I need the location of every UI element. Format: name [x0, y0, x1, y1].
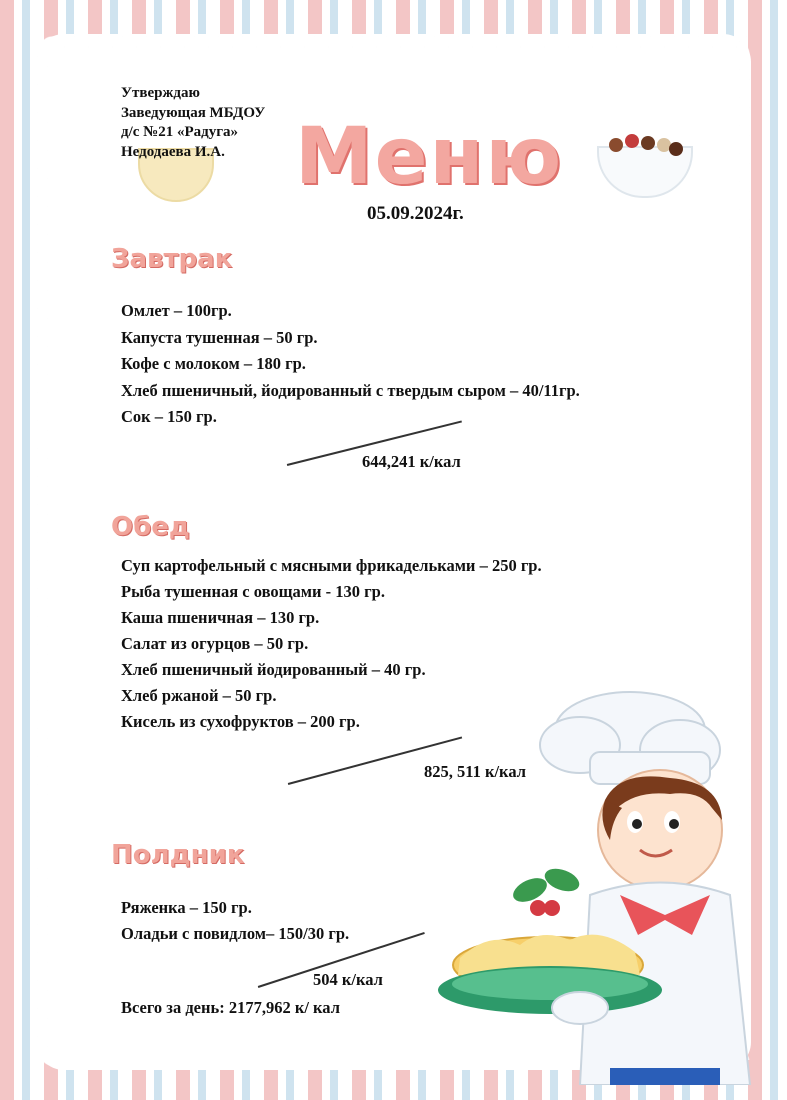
list-item: Капуста тушенная – 50 гр.: [121, 327, 318, 347]
snack-list: [121, 895, 349, 947]
menu-date: 05.09.2024г.: [367, 203, 464, 224]
lunch-heading: Обед: [111, 512, 190, 542]
snack-kcal: 504 к/кал: [313, 970, 383, 989]
list-item: Каша пшеничная – 130 гр.: [121, 608, 320, 627]
berry-icon: [625, 134, 639, 148]
lunch-kcal: 825, 511 к/кал: [424, 762, 526, 781]
list-item: Суп картофельный с мясными фрикадельками – 250 гр.: [121, 556, 542, 575]
berry-icon: [669, 142, 683, 156]
list-item: Хлеб пшеничный, йодированный с твердым сыром – 40/11гр.: [121, 380, 580, 400]
list-item: Рыба тушенная с овощами - 130 гр.: [121, 582, 385, 601]
list-item: Омлет – 100гр.: [121, 301, 232, 320]
list-item: Сок – 150 гр.: [121, 407, 217, 426]
list-item: Хлеб пшеничный йодированный – 40 гр.: [121, 660, 426, 679]
daily-total: Всего за день: 2177,962 к/ кал: [121, 998, 340, 1017]
list-item: Кофе с молоком – 180 гр.: [121, 354, 306, 373]
chef-illustration: [430, 690, 760, 1085]
approval-line: Утверждаю: [121, 85, 200, 101]
approval-block: [121, 84, 265, 162]
breakfast-kcal: 644,241 к/кал: [362, 452, 461, 471]
list-item: Оладьи с повидлом– 150/30 гр.: [121, 924, 350, 943]
approval-line: Недодаева И.А.: [121, 143, 225, 160]
berry-icon: [641, 136, 655, 150]
list-item: Салат из огурцов – 50 гр.: [121, 634, 309, 653]
berry-icon: [609, 138, 623, 152]
approval-line: Заведующая МБДОУ: [121, 104, 266, 121]
list-item: Хлеб ржаной – 50 гр.: [121, 686, 277, 705]
snack-heading: Полдник: [111, 840, 245, 870]
breakfast-heading: Завтрак: [111, 244, 233, 274]
page-title: Меню: [295, 112, 564, 202]
list-item: Ряженка – 150 гр.: [121, 898, 252, 917]
list-item: Кисель из сухофруктов – 200 гр.: [121, 712, 360, 731]
breakfast-list: [121, 298, 580, 431]
approval-line: д/с №21 «Радуга»: [121, 124, 239, 140]
